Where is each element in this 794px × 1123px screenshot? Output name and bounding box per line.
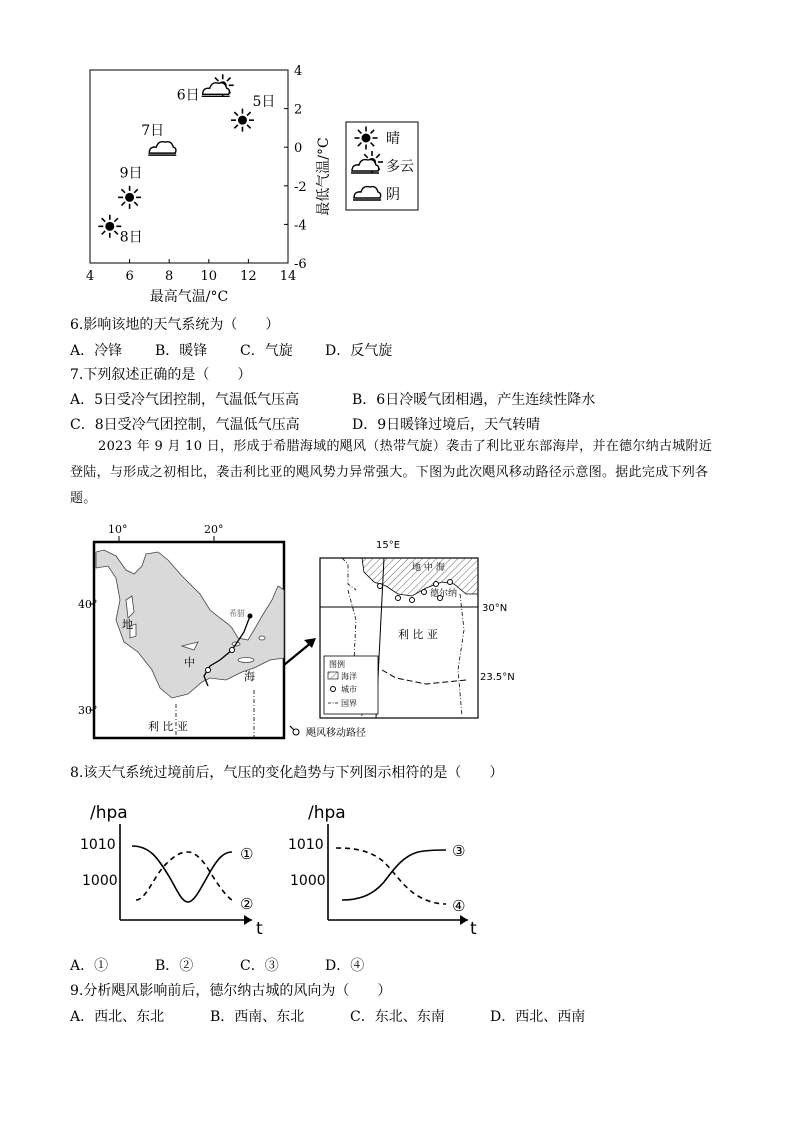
q9-option-b[interactable]: B．西南、东北: [210, 1009, 305, 1025]
map-libya-label: 利 比 亚: [148, 720, 188, 733]
label-1: ①: [240, 845, 254, 863]
q7-option-b[interactable]: B．6日冷暖气团相遇，产生连续性降水: [352, 392, 596, 408]
q7-option-d[interactable]: D．9日暖锋过境后，天气转晴: [352, 417, 541, 433]
graph-left-xunit: t: [256, 919, 263, 939]
graph-right-yunit: /hpa: [308, 803, 346, 823]
legend-label-1: 多云: [386, 159, 414, 175]
track-legend-label: 飓风移动路径: [306, 728, 366, 739]
map-greece-label: 希腊: [229, 609, 245, 618]
map-lon-20: 20°: [204, 523, 224, 536]
y-tick-label-1: 2: [294, 102, 303, 118]
inset-legend-ocean: 海洋: [341, 672, 357, 681]
q6-option-c[interactable]: C．气旋: [240, 343, 293, 359]
graph-left-y-low: 1000: [82, 873, 118, 889]
point-label-0: 5日: [252, 94, 276, 111]
question-8-stem: 8.该天气系统过境前后，气压的变化趋势与下列图示相符的是（ ）: [70, 765, 504, 781]
data-point-3: [98, 215, 121, 238]
label-2: ②: [240, 895, 254, 913]
question-6-stem: 6.影响该地的天气系统为（ ）: [70, 317, 280, 333]
data-point-0: [231, 109, 254, 132]
graph-right-xunit: t: [470, 919, 477, 939]
graph-left-y-high: 1010: [80, 837, 116, 853]
q9-option-a[interactable]: A．西北、东北: [70, 1009, 165, 1025]
data-point-4: [118, 186, 141, 209]
data-point-2: [149, 142, 176, 153]
graph-right-y-high: 1010: [288, 837, 324, 853]
temperature-chart: [70, 60, 440, 310]
curve-2: [136, 852, 232, 900]
map-arrow: [284, 642, 312, 665]
curve-1: [132, 846, 232, 902]
map-lon-10: 10°: [108, 523, 128, 536]
q8-option-d[interactable]: D．④: [325, 958, 365, 974]
y-tick-label-2: 0: [294, 141, 303, 157]
map-sea-char-1: 地: [122, 618, 133, 631]
question-9-stem: 9.分析飓风影响前后，德尔纳古城的风向为（ ）: [70, 983, 392, 999]
point-label-3: 8日: [119, 229, 143, 246]
point-label-4: 9日: [119, 165, 143, 182]
q7-option-a[interactable]: A．5日受冷气团控制，气温低气压高: [70, 392, 300, 408]
pressure-graph-left: [70, 796, 270, 938]
x-tick-label-0: 4: [85, 269, 95, 284]
map-sea-char-3: 海: [244, 670, 255, 683]
y-tick-label-4: -4: [294, 218, 307, 234]
x-axis-label: 最高气温/°C: [149, 289, 229, 305]
inset-country-label: 利 比 亚: [398, 628, 438, 641]
graph-left-yunit: /hpa: [90, 803, 128, 823]
inset-legend-title: 图例: [329, 660, 345, 669]
legend-label-0: 晴: [386, 131, 400, 147]
inset-lat-235: 23.5°N: [480, 672, 515, 683]
x-tick-label-4: 12: [240, 269, 257, 284]
y-tick-label-5: -6: [294, 257, 307, 272]
y-axis-label: 最低气温/°C: [316, 137, 332, 216]
q6-option-d[interactable]: D．反气旋: [325, 343, 393, 359]
inset-legend-city: 城市: [341, 685, 357, 694]
q8-option-a[interactable]: A．①: [70, 958, 109, 974]
curve-3: [342, 850, 446, 900]
data-point-1-cloud: [203, 83, 230, 94]
inset-legend-border: 国界: [341, 699, 357, 708]
x-tick-label-5: 14: [279, 269, 297, 284]
inset-city-label: 德尔纳: [430, 589, 458, 599]
question-7-stem: 7.下列叙述正确的是（ ）: [70, 367, 252, 383]
hurricane-map: [78, 520, 526, 745]
q6-option-b[interactable]: B．暖锋: [155, 343, 208, 359]
label-4: ④: [452, 897, 466, 915]
label-3: ③: [452, 842, 466, 860]
legend-label-2: 阴: [386, 187, 400, 203]
graph-right-y-low: 1000: [290, 873, 326, 889]
y-tick-label-0: 4: [294, 64, 303, 79]
map-lat-40: 40°: [78, 598, 98, 611]
inset-sea-label: 地 中 海: [412, 563, 445, 573]
passage-text: 2023 年 9 月 10 日，形成于希腊海域的飓风（热带气旋）袭击了利比亚东部海岸，并在德尔纳古城附近登陆，与形成之初相比，袭击利比亚的飓风势力异常强大。下图为此次飓风移动路径示意图。据此完成下列各题。: [70, 439, 713, 506]
q8-option-b[interactable]: B．②: [155, 958, 194, 974]
map-sea-char-2: 中: [184, 656, 195, 669]
x-tick-label-1: 6: [125, 269, 134, 284]
q6-option-a[interactable]: A．冷锋: [70, 343, 123, 359]
inset-map: [320, 540, 515, 718]
q7-option-c[interactable]: C．8日受冷气团控制，气温低气压高: [70, 417, 300, 433]
inset-lon-15: 15°E: [376, 540, 401, 551]
curve-4: [336, 848, 446, 904]
point-label-2: 7日: [141, 123, 165, 140]
x-tick-label-3: 10: [200, 269, 218, 284]
track-legend-symbol: [290, 726, 299, 735]
q9-option-c[interactable]: C．东北、东南: [350, 1009, 445, 1025]
q9-option-d[interactable]: D．西北、西南: [490, 1009, 586, 1025]
q8-option-c[interactable]: C．③: [240, 958, 279, 974]
legend-symbol-0: [355, 127, 378, 150]
pressure-graph-right: [288, 796, 488, 938]
inset-lat-30: 30°N: [482, 603, 508, 614]
point-label-1: 6日: [176, 87, 200, 104]
x-tick-label-2: 8: [165, 269, 174, 284]
y-tick-label-3: -2: [294, 179, 307, 195]
map-lat-30: 30°: [78, 704, 98, 717]
